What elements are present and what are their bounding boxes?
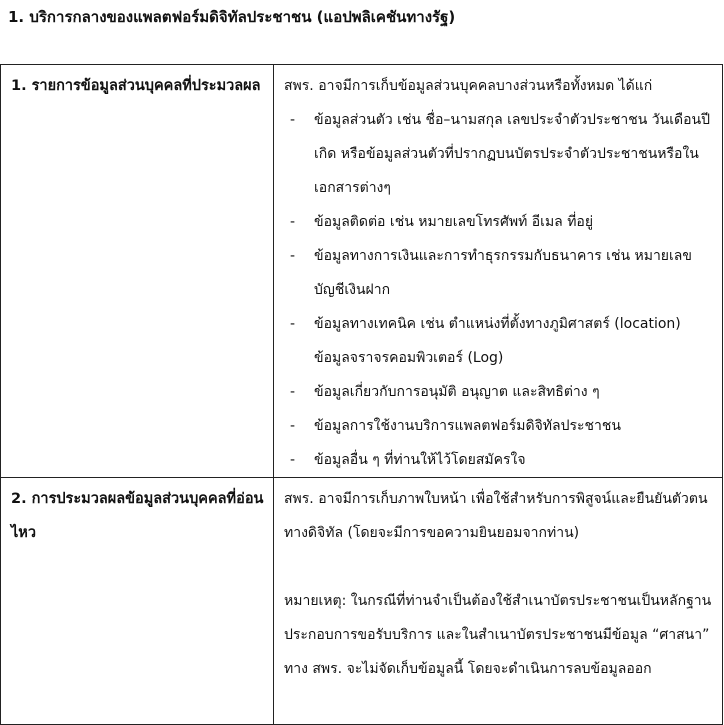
paragraph-spacer <box>284 550 712 584</box>
dash-bullet-icon: - <box>290 316 296 332</box>
personal-data-cell <box>274 65 723 478</box>
section-heading: 1. บริการกลางของแพลตฟอร์มดิจิทัลประชาชน (แอปพลิเคชันทางรัฐ) <box>8 8 456 26</box>
list-item <box>284 409 712 443</box>
list-item-text: ข้อมูลทางเทคนิค เช่น ตำแหน่งที่ตั้งทางภูมิศาสตร์ (location) ข้อมูลจราจรคอมพิวเตอร์ (Log) <box>314 316 681 366</box>
list-item-text: ข้อมูลทางการเงินและการทำธุรกรรมกับธนาคาร เช่น หมายเลขบัญชีเงินฝาก <box>314 248 692 298</box>
list-item <box>284 103 712 205</box>
dash-bullet-icon: - <box>290 384 296 400</box>
list-item-text: ข้อมูลการใช้งานบริการแพลตฟอร์มดิจิทัลประชาชน <box>314 418 621 434</box>
table-row <box>1 478 723 725</box>
dash-bullet-icon: - <box>290 248 296 264</box>
personal-data-list <box>284 103 712 477</box>
personal-data-intro: สพร. อาจมีการเก็บข้อมูลส่วนบุคคลบางส่วนหรือทั้งหมด ได้แก่ <box>284 78 653 94</box>
dash-bullet-icon: - <box>290 214 296 230</box>
list-item <box>284 239 712 307</box>
dash-bullet-icon: - <box>290 452 296 468</box>
list-item-text: ข้อมูลอื่น ๆ ที่ท่านให้ไว้โดยสมัครใจ <box>314 452 526 468</box>
list-item-text: ข้อมูลส่วนตัว เช่น ชื่อ–นามสกุล เลขประจำตัวประชาชน วันเดือนปีเกิด หรือข้อมูลส่วนตัวที่ปรากฏบนบัตรประจำตัวประชาชนหรือในเอกสารต่างๆ <box>314 112 710 196</box>
dash-bullet-icon: - <box>290 418 296 434</box>
sensitive-data-label: 2. การประมวลผลข้อมูลส่วนบุคคลที่อ่อนไหว <box>1 478 274 725</box>
table-row <box>1 65 723 478</box>
list-item <box>284 375 712 409</box>
list-item <box>284 307 712 375</box>
list-item <box>284 443 712 477</box>
sensitive-data-text: สพร. อาจมีการเก็บภาพใบหน้า เพื่อใช้สำหรับการพิสูจน์และยืนยันตัวตนทางดิจิทัล (โดยจะมีการขอความยินยอมจากท่าน) <box>284 491 708 541</box>
list-item-text: ข้อมูลเกี่ยวกับการอนุมัติ อนุญาต และสิทธิต่าง ๆ <box>314 384 600 400</box>
dash-bullet-icon: - <box>290 112 296 128</box>
sensitive-data-cell <box>274 478 723 725</box>
list-item <box>284 205 712 239</box>
personal-data-label: 1. รายการข้อมูลส่วนบุคคลที่ประมวลผล <box>1 65 274 478</box>
privacy-data-table <box>0 64 723 725</box>
list-item-text: ข้อมูลติดต่อ เช่น หมายเลขโทรศัพท์ อีเมล ที่อยู่ <box>314 214 594 230</box>
sensitive-data-note: หมายเหตุ: ในกรณีที่ท่านจำเป็นต้องใช้สำเนาบัตรประชาชนเป็นหลักฐานประกอบการขอรับบริการ และในสำเนาบัตรประชาชนมีข้อมูล “ศาสนา” ทาง สพร. จะไม่จัดเก็บข้อมูลนี้ โดยจะดำเนินการลบข้อมูลออก <box>284 593 712 677</box>
